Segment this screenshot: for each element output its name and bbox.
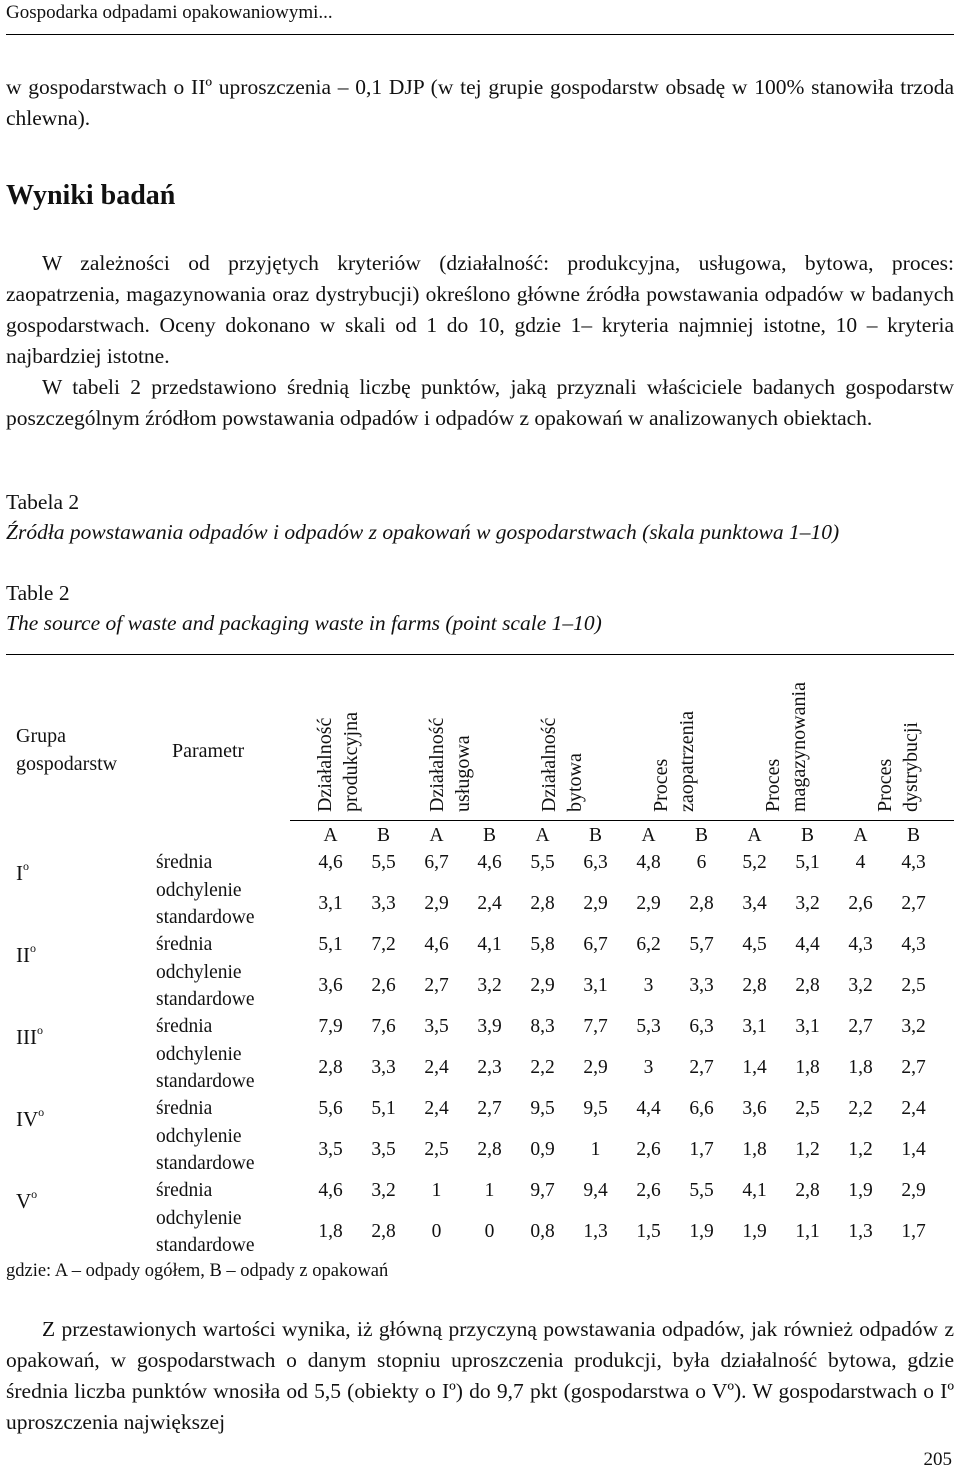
- cell-sd: 2,9: [583, 892, 608, 914]
- cell-mean: 5,1: [795, 851, 820, 873]
- cell-mean: 2,6: [636, 1179, 661, 1201]
- cell-sd: 2,9: [636, 892, 661, 914]
- cell-mean: 4,4: [636, 1097, 661, 1119]
- cell-sd: 3,4: [742, 892, 767, 914]
- cell-mean: 2,5: [795, 1097, 820, 1119]
- group-label: [6, 849, 156, 931]
- cell-mean: 9,5: [583, 1097, 608, 1119]
- group-label: [6, 1095, 156, 1177]
- subheader-a: A: [641, 824, 656, 846]
- cell-sd: 2,7: [424, 974, 449, 996]
- table-note: gdzie: A – odpady ogółem, B – odpady z opakowań: [6, 1261, 389, 1281]
- cell-sd: 1,8: [742, 1138, 767, 1160]
- cell-mean: 5,6: [318, 1097, 343, 1119]
- param-sd: [156, 1204, 304, 1259]
- param-sd: [156, 958, 304, 1013]
- cell-sd: 1,4: [901, 1138, 926, 1160]
- group-name: V: [16, 1189, 32, 1213]
- param-sd-line2: standardowe: [156, 1152, 255, 1174]
- param-sd: [156, 1122, 304, 1177]
- cell-mean: 3,1: [795, 1015, 820, 1037]
- group-degree: o: [38, 1105, 45, 1119]
- table-row: [6, 931, 940, 958]
- running-header: Gospodarka odpadami opakowaniowymi...: [6, 2, 333, 23]
- column-header-label: Proces zaopatrzenia: [650, 710, 698, 812]
- cell-sd: 2,8: [318, 1056, 343, 1078]
- paragraph-1-text: W zależności od przyjętych kryteriów (działalność: produkcyjna, usługowa, bytowa, proces: zaopatrzenia, magazynowania oraz dystrybucji) określono główne źródła powstawania odpadów w badanych gospodarstwach. Oceny dokonano w skali od 1 do 10, gdzie 1– kryteria najmniej istotne, 10 – kryteria najbardziej istotne.: [6, 251, 954, 368]
- cell-mean: 5,8: [530, 933, 555, 955]
- cell-sd: 2,8: [742, 974, 767, 996]
- column-header-label: Proces dystrybucji: [874, 722, 922, 812]
- table-title-pl: Źródła powstawania odpadów i odpadów z opakowań w gospodarstwach (skala punktowa 1–10): [6, 520, 840, 544]
- cell-sd: 0: [431, 1220, 442, 1242]
- cell-sd: 1,5: [636, 1220, 661, 1242]
- data-table: [6, 822, 940, 1259]
- param-sd-line1: odchylenie: [156, 961, 242, 983]
- column-header-4: [648, 660, 714, 820]
- cell-sd: 3,2: [795, 892, 820, 914]
- column-header-2: [424, 660, 490, 820]
- cell-sd: 3,5: [371, 1138, 396, 1160]
- subheader-b: B: [906, 824, 920, 846]
- group-label: [6, 1177, 156, 1259]
- cell-sd: 2,4: [477, 892, 502, 914]
- cell-sd: 3,2: [848, 974, 873, 996]
- cell-mean: 4,1: [477, 933, 502, 955]
- cell-mean: 4: [855, 851, 866, 873]
- subheader-a: A: [323, 824, 338, 846]
- param-sd-line2: standardowe: [156, 1070, 255, 1092]
- cell-mean: 5,3: [636, 1015, 661, 1037]
- cell-sd: 3: [643, 1056, 654, 1078]
- cell-sd: 2,8: [530, 892, 555, 914]
- cell-mean: 4,8: [636, 851, 661, 873]
- cell-mean: 9,4: [583, 1179, 608, 1201]
- cell-mean: 5,1: [318, 933, 343, 955]
- cell-sd: 1,8: [848, 1056, 873, 1078]
- cell-sd: 2,5: [901, 974, 926, 996]
- cell-sd: 1,3: [848, 1220, 873, 1242]
- table-row: [6, 1095, 940, 1122]
- cell-mean: 4,6: [318, 1179, 343, 1201]
- paragraph-2-text: W tabeli 2 przedstawiono średnią liczbę punktów, jaką przyznali właściciele badanych gospodarstw poszczególnym źródłom powstawania odpadów i odpadów z opakowań w analizowanych obiektach.: [6, 375, 954, 430]
- param-mean: średnia: [156, 852, 213, 873]
- subheader-a: A: [535, 824, 550, 846]
- group-name: III: [16, 1025, 37, 1049]
- cell-mean: 2,8: [795, 1179, 820, 1201]
- group-degree: o: [23, 859, 29, 873]
- cell-mean: 7,2: [371, 933, 396, 955]
- cell-mean: 3,1: [742, 1015, 767, 1037]
- column-header-3: [536, 660, 602, 820]
- table-row: [6, 1013, 940, 1040]
- column-header-parameter: Parametr: [172, 740, 245, 762]
- cell-sd: 3,3: [371, 892, 396, 914]
- cell-sd: 3: [643, 974, 654, 996]
- cell-sd: 3,5: [318, 1138, 343, 1160]
- param-mean: średnia: [156, 1098, 213, 1119]
- cell-mean: 4,6: [477, 851, 502, 873]
- cell-sd: 2,8: [371, 1220, 396, 1242]
- cell-sd: 3,2: [477, 974, 502, 996]
- cell-sd: 2,8: [689, 892, 714, 914]
- cell-mean: 3,5: [424, 1015, 449, 1037]
- cell-mean: 1: [431, 1179, 442, 1201]
- cell-mean: 4,3: [901, 851, 926, 873]
- column-header-label: Działalność usługowa: [426, 717, 474, 812]
- group-degree: o: [31, 1187, 38, 1201]
- table-top-rule: [6, 654, 954, 655]
- cell-mean: 2,4: [424, 1097, 449, 1119]
- subheader-b: B: [694, 824, 708, 846]
- cell-sd: 1,1: [795, 1220, 820, 1242]
- cell-mean: 7,6: [371, 1015, 396, 1037]
- cell-sd: 2,9: [424, 892, 449, 914]
- subheader-a: A: [429, 824, 444, 846]
- cell-sd: 2,5: [424, 1138, 449, 1160]
- cell-sd: 2,7: [901, 892, 926, 914]
- cell-mean: 5,7: [689, 933, 714, 955]
- subheader-b: B: [588, 824, 602, 846]
- cell-sd: 2,6: [371, 974, 396, 996]
- intro-paragraph: w gospodarstwach o IIº uproszczenia – 0,1 DJP (w tej grupie gospodarstw obsadę w 100% stanowiła trzoda chlewna).: [6, 75, 954, 130]
- subheader-b: B: [482, 824, 496, 846]
- cell-sd: 3,1: [583, 974, 608, 996]
- cell-sd: 1,9: [689, 1220, 714, 1242]
- group-name: IV: [16, 1107, 39, 1131]
- subheader-a: A: [853, 824, 868, 846]
- subheader-b: B: [376, 824, 390, 846]
- column-header-label: Działalność bytowa: [538, 717, 586, 812]
- cell-sd: 1: [590, 1138, 601, 1160]
- param-sd: [156, 876, 304, 931]
- cell-sd: 1,4: [742, 1056, 767, 1078]
- paragraph-2: [6, 372, 954, 434]
- cell-mean: 4,3: [848, 933, 873, 955]
- cell-sd: 2,8: [795, 974, 820, 996]
- cell-sd: 1,8: [795, 1056, 820, 1078]
- param-sd-line2: standardowe: [156, 1234, 255, 1256]
- table-row: [6, 1177, 940, 1204]
- param-sd: [156, 1040, 304, 1095]
- cell-sd: 1,9: [742, 1220, 767, 1242]
- paragraph-3-text: Z przestawionych wartości wynika, iż główną przyczyną powstawania odpadów, jak również odpadów z opakowań, w gospodarstwach o danym stopniu uproszczenia produkcji, była działalność bytowa, gdzie średnia liczba punktów wnosiła od 5,5 (obiekty o Iº) do 9,7 pkt (gospodarstwa o Vº). W gospodarstwach o Iº uproszczenia największej: [6, 1317, 954, 1434]
- cell-mean: 7,9: [318, 1015, 343, 1037]
- cell-sd: 2,8: [477, 1138, 502, 1160]
- group-label: [6, 931, 156, 1013]
- cell-mean: 3,9: [477, 1015, 502, 1037]
- cell-sd: 2,2: [530, 1056, 555, 1078]
- cell-mean: 4,3: [901, 933, 926, 955]
- cell-sd: 2,3: [477, 1056, 502, 1078]
- cell-mean: 2,9: [901, 1179, 926, 1201]
- group-name: II: [16, 943, 30, 967]
- cell-mean: 6,7: [583, 933, 608, 955]
- param-sd-line1: odchylenie: [156, 1207, 242, 1229]
- cell-sd: 2,7: [901, 1056, 926, 1078]
- cell-sd: 2,9: [583, 1056, 608, 1078]
- cell-mean: 2,4: [901, 1097, 926, 1119]
- param-sd-line1: odchylenie: [156, 1125, 242, 1147]
- table-title-en: The source of waste and packaging waste in farms (point scale 1–10): [6, 611, 602, 635]
- cell-mean: 1: [484, 1179, 495, 1201]
- cell-mean: 6: [696, 851, 707, 873]
- cell-mean: 9,5: [530, 1097, 555, 1119]
- param-mean: średnia: [156, 1016, 213, 1037]
- table-row: [6, 849, 940, 876]
- param-sd-line1: odchylenie: [156, 879, 242, 901]
- cell-mean: 4,5: [742, 933, 767, 955]
- cell-sd: 1,7: [901, 1220, 926, 1242]
- subheader-b: B: [800, 824, 814, 846]
- cell-mean: 5,5: [371, 851, 396, 873]
- cell-mean: 4,1: [742, 1179, 767, 1201]
- cell-mean: 3,2: [901, 1015, 926, 1037]
- cell-mean: 3,6: [742, 1097, 767, 1119]
- cell-mean: 5,1: [371, 1097, 396, 1119]
- cell-mean: 3,2: [371, 1179, 396, 1201]
- cell-sd: 2,6: [636, 1138, 661, 1160]
- page-number: 205: [923, 1449, 952, 1470]
- header-separator-rule: [290, 820, 954, 821]
- param-mean: średnia: [156, 1180, 213, 1201]
- cell-sd: 2,4: [424, 1056, 449, 1078]
- param-mean: średnia: [156, 934, 213, 955]
- cell-sd: 3,3: [689, 974, 714, 996]
- cell-sd: 2,7: [689, 1056, 714, 1078]
- column-header-label: Proces magazynowania: [762, 682, 810, 812]
- cell-sd: 1,2: [848, 1138, 873, 1160]
- column-header-group: Grupa gospodarstw: [16, 725, 118, 775]
- subheader-row: [6, 822, 940, 849]
- cell-mean: 6,3: [689, 1015, 714, 1037]
- group-label: [6, 1013, 156, 1095]
- header-rule: [6, 34, 954, 35]
- cell-sd: 2,6: [848, 892, 873, 914]
- cell-mean: 6,6: [689, 1097, 714, 1119]
- cell-mean: 6,2: [636, 933, 661, 955]
- cell-mean: 9,7: [530, 1179, 555, 1201]
- cell-mean: 5,5: [689, 1179, 714, 1201]
- subheader-a: A: [747, 824, 762, 846]
- cell-mean: 8,3: [530, 1015, 555, 1037]
- cell-mean: 2,7: [477, 1097, 502, 1119]
- cell-sd: 0,9: [530, 1138, 555, 1160]
- column-header-6: [872, 660, 938, 820]
- cell-mean: 5,2: [742, 851, 767, 873]
- cell-sd: 3,3: [371, 1056, 396, 1078]
- cell-sd: 1,8: [318, 1220, 343, 1242]
- param-sd-line2: standardowe: [156, 906, 255, 928]
- cell-sd: 2,9: [530, 974, 555, 996]
- cell-mean: 1,9: [848, 1179, 873, 1201]
- group-name: I: [16, 861, 23, 885]
- column-header-1: [312, 660, 378, 820]
- section-title: Wyniki badań: [6, 180, 176, 211]
- param-sd-line2: standardowe: [156, 988, 255, 1010]
- cell-sd: 3,1: [318, 892, 343, 914]
- table-label-pl: Tabela 2: [6, 490, 80, 514]
- cell-mean: 4,6: [318, 851, 343, 873]
- cell-sd: 0: [484, 1220, 495, 1242]
- cell-mean: 2,7: [848, 1015, 873, 1037]
- column-header-label: Działalność produkcyjna: [314, 712, 362, 812]
- column-header-5: [760, 660, 826, 820]
- cell-sd: 1,7: [689, 1138, 714, 1160]
- param-sd-line1: odchylenie: [156, 1043, 242, 1065]
- cell-mean: 4,4: [795, 933, 820, 955]
- cell-mean: 7,7: [583, 1015, 608, 1037]
- cell-mean: 6,3: [583, 851, 608, 873]
- table-label-en: Table 2: [6, 581, 70, 605]
- cell-mean: 4,6: [424, 933, 449, 955]
- cell-mean: 5,5: [530, 851, 555, 873]
- cell-sd: 1,3: [583, 1220, 608, 1242]
- cell-sd: 0,8: [530, 1220, 555, 1242]
- group-degree: o: [30, 941, 36, 955]
- cell-mean: 2,2: [848, 1097, 873, 1119]
- paragraph-1: [6, 248, 954, 372]
- group-degree: o: [36, 1023, 43, 1037]
- cell-sd: 3,6: [318, 974, 343, 996]
- paragraph-3: [6, 1314, 954, 1438]
- cell-mean: 6,7: [424, 851, 449, 873]
- cell-sd: 1,2: [795, 1138, 820, 1160]
